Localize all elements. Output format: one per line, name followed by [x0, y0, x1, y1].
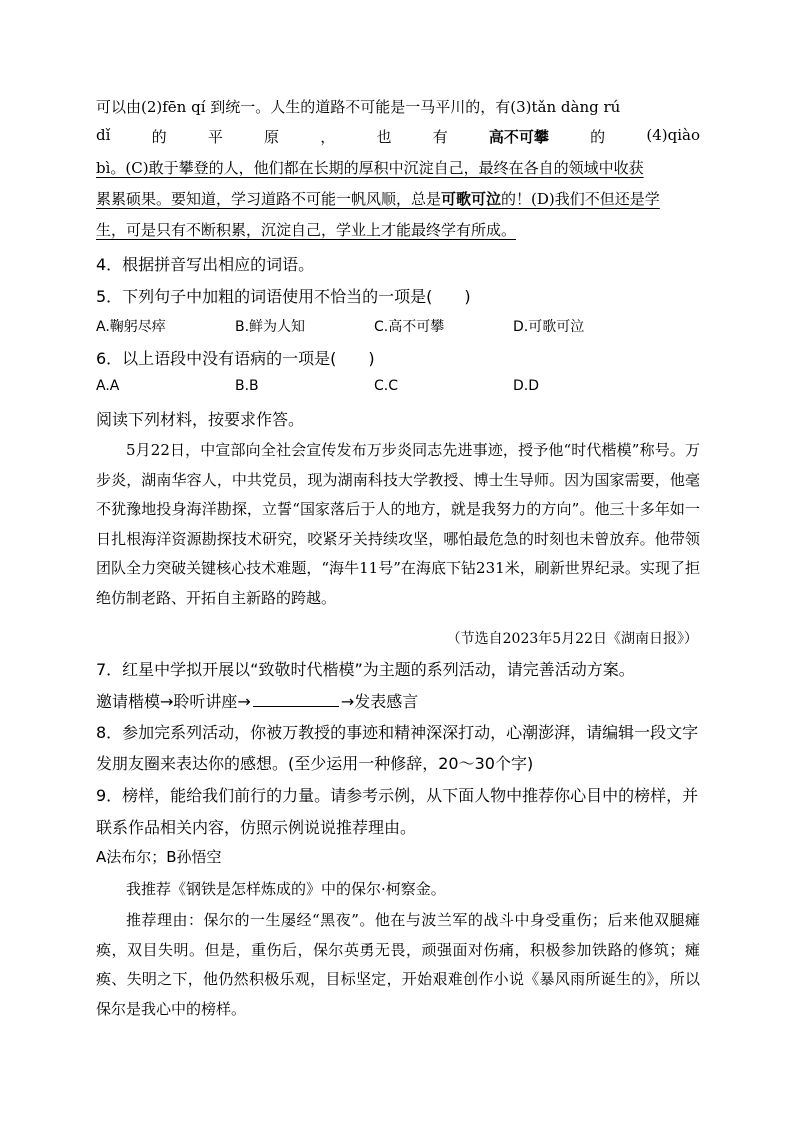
passage-word: 的 [590, 128, 606, 146]
passage-text: 的！(D)我们不但还是学 [501, 190, 660, 208]
passage-word: ， [320, 128, 336, 146]
option-c[interactable]: C.C [374, 378, 399, 394]
passage-word: 的 [151, 128, 167, 146]
question-7: 7．红星中学拟开展以“致敬时代楷模”为主题的系列活动，请完善活动方案。 [96, 660, 635, 679]
passage-line-4 [96, 188, 660, 209]
option-a[interactable]: A.鞠躬尽瘁 [96, 319, 166, 335]
option-a[interactable]: A.A [96, 378, 120, 394]
answer-blank[interactable] [253, 692, 339, 707]
passage-line-1: 可以由(2)fēn qí 到统一。人生的道路不可能是一马平川的，有(3)tǎn dàng rú [96, 98, 621, 116]
example-reason: 推荐理由：保尔的一生屡经“黑夜”。他在与波兰军的战斗中身受重伤；后来他双腿瘫痪，双目失明。但是，重伤后，保尔英勇无畏，顽强面对伤痛，积极参加铁路的修筑；瘫痪、失明之下，他仍然积极乐观，目标坚定，开始艰难创作小说《暴风雨所诞生的》，所以保尔是我心中的榜样。 [96, 911, 700, 1018]
material-source: （节选自2023年5月22日《湖南日报》） [446, 631, 698, 647]
passage-text: 累累硕果。要知道，学习道路不可能一帆风顺，总是 [96, 190, 442, 208]
passage-word: (4)qiào [646, 126, 700, 144]
question-9-line-2: 联系作品相关内容，仿照示例说说推荐理由。 [96, 818, 417, 837]
option-b[interactable]: B.B [235, 378, 259, 394]
question-4: 4．根据拼音写出相应的词语。 [96, 255, 315, 274]
bold-phrase: 可歌可泣 [441, 190, 502, 208]
passage-line-5: 生，可是只有不断积累，沉淀自己，学业上才能最终学有所成。 [96, 221, 517, 239]
passage-word: 也 [376, 128, 392, 146]
question-9-line-1: 9．榜样，能给我们前行的力量。请参考示例，从下面人物中推荐你心目中的榜样，并 [96, 786, 699, 805]
flow-last-step: →发表感言 [340, 692, 419, 711]
bold-phrase: 高不可攀 [488, 128, 549, 146]
question-6: 6．以上语段中没有语病的一项是( ) [96, 349, 375, 368]
reading-instruction: 阅读下列材料，按要求作答。 [96, 410, 305, 429]
example-intro: 我推荐《钢铁是怎样炼成的》中的保尔·柯察金。 [126, 880, 446, 898]
material-paragraph: 5月22日，中宣部向全社会宣传发布万步炎同志先进事迹，授予他“时代楷模”称号。万步炎，湖南华容人，中共党员，现为湖南科技大学教授、博士生导师。因为国家需要，他毫不犹豫地投身海洋勘探，立誓“国家落后于人的地方，就是我努力的方向”。他三十多年如一日扎根海洋资源勘探技术研究，咬紧牙关持续攻坚，哪怕最危急的时刻也未曾放弃。他带领团队全力突破关键核心技术难题，“海牛11号”在海底下钻231米，刷新世界纪录。实现了拒绝仿制老路、开拓自主新路的跨越。 [96, 441, 700, 607]
option-c[interactable]: C.高不可攀 [374, 319, 445, 335]
option-b[interactable]: B.鲜为人知 [235, 319, 306, 335]
question-8-line-2: 发朋友圈来表达你的感想。(至少运用一种修辞，20～30个字) [96, 754, 534, 773]
passage-word: 平 [207, 128, 223, 146]
question-6-options [96, 378, 700, 394]
question-5-options [96, 316, 700, 336]
passage-word: 有 [432, 128, 448, 146]
question-9-choices: A法布尔；B孙悟空 [96, 848, 222, 866]
question-5: 5．下列句子中加粗的词语使用不恰当的一项是( ) [96, 287, 471, 306]
question-8-line-1: 8．参加完系列活动，你被万教授的事迹和精神深深打动，心潮澎湃，请编辑一段文字 [96, 723, 699, 742]
passage-line-3: bì。(C)敢于攀登的人，他们都在长期的厚积中沉淀自己，最终在各自的领域中收获 [96, 159, 644, 177]
flow-steps: 邀请楷模→聆听讲座→ [96, 692, 251, 711]
activity-flow [96, 689, 418, 712]
option-d[interactable]: D.D [513, 378, 540, 394]
passage-word: dǐ [96, 126, 111, 144]
passage-word: 原 [264, 128, 280, 146]
passage-line-2 [96, 126, 700, 147]
option-d[interactable]: D.可歌可泣 [513, 319, 585, 335]
